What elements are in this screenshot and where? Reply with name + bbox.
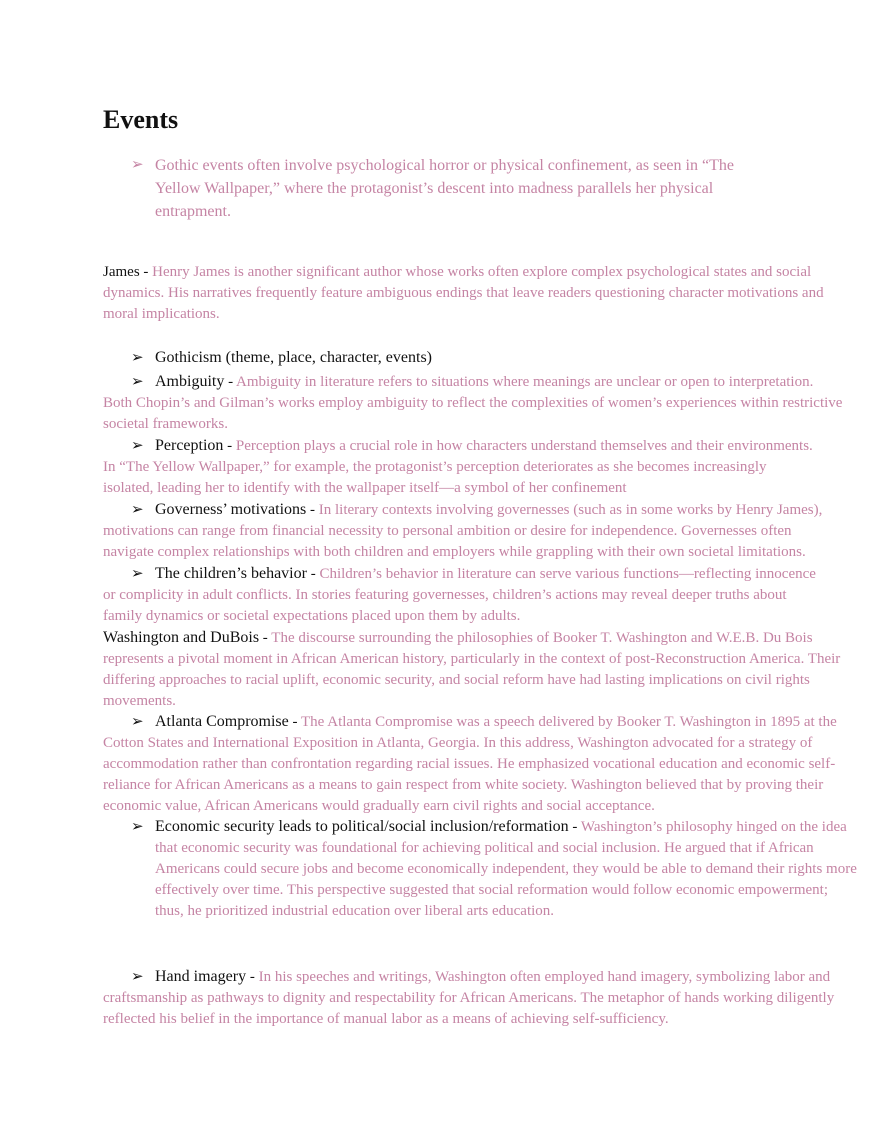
governess-label: Governess’ motivations bbox=[155, 501, 307, 518]
james-separator: - bbox=[139, 264, 153, 280]
economic-text: Washington’s philosophy hinged on the idea that economic security was foundational for achieving political and social inclusion. He argued that if African Americans could secure jobs and become economically independent, they would be able to demand their rights more effectively over time. This perspective suggested that social reformation would follow economic empowerment; thus, he prioritized industrial education over liberal arts education. bbox=[155, 819, 857, 919]
governess-separator: - bbox=[306, 502, 319, 518]
washington-separator: - bbox=[259, 630, 272, 646]
bullet-arrow-icon: ➢ bbox=[131, 372, 144, 390]
atlanta-label: Atlanta Compromise bbox=[155, 713, 289, 730]
economic-label: Economic security leads to political/social inclusion/reformation bbox=[155, 818, 569, 835]
ambiguity-separator: - bbox=[224, 374, 237, 390]
atlanta-text: The Atlanta Compromise was a speech delivered by Booker T. Washington in 1895 at the Cotton States and International Exposition in Atlanta, Georgia. In this address, Washington advocated for a strategy of accommodation rather than confrontation regarding racial issues. He emphasized vocational education and economic self-reliance for African Americans as a means to gain respect from white society. Washington believed that by proving their economic value, African Americans would gradually earn civil rights and social acceptance. bbox=[103, 714, 837, 814]
perception-separator: - bbox=[223, 438, 236, 454]
hand-paragraph bbox=[103, 966, 838, 1030]
ambiguity-paragraph bbox=[103, 371, 843, 435]
james-paragraph bbox=[103, 262, 838, 325]
james-label: James bbox=[103, 264, 140, 280]
perception-label: Perception bbox=[155, 437, 224, 454]
section-heading: Events bbox=[103, 105, 179, 134]
bullet-arrow-icon: ➢ bbox=[131, 348, 144, 366]
children-text: Children’s behavior in literature can serve various functions—reflecting innocence or complicity in adult conflicts. In stories featuring governesses, children’s actions may reveal deeper truths about family dynamics or societal expectations placed upon them by adults. bbox=[103, 566, 816, 624]
events-bullet-text: Gothic events often involve psychological horror or physical confinement, as seen in “The Yellow Wallpaper,” where the protagonist’s descent into madness parallels her physical entrapment. bbox=[155, 157, 734, 220]
children-label: The children’s behavior bbox=[155, 565, 307, 582]
children-separator: - bbox=[306, 566, 320, 582]
bullet-arrow-icon: ➢ bbox=[131, 155, 144, 173]
ambiguity-label: Ambiguity bbox=[155, 373, 225, 390]
washington-text: The discourse surrounding the philosophies of Booker T. Washington and W.E.B. Du Bois represents a pivotal moment in African American history, particularly in the context of post-Reconstruction America. Their differing approaches to racial uplift, economic security, and social reform have had lasting implications on civil rights movements. bbox=[103, 630, 841, 709]
hand-separator: - bbox=[246, 969, 259, 985]
perception-paragraph bbox=[103, 435, 815, 499]
washington-paragraph bbox=[103, 627, 843, 712]
washington-label: Washington and DuBois bbox=[103, 629, 260, 646]
bullet-arrow-icon: ➢ bbox=[131, 712, 144, 730]
bullet-arrow-icon: ➢ bbox=[131, 564, 144, 582]
governess-paragraph bbox=[103, 499, 843, 563]
james-text: Henry James is another significant author whose works often explore complex psychological states and social dynamics. His narratives frequently feature ambiguous endings that leave readers questioning character motivations and moral implications. bbox=[103, 264, 824, 322]
perception-text: Perception plays a crucial role in how characters understand themselves and their environments. In “The Yellow Wallpaper,” for example, the protagonist’s perception deteriorates as she becomes increasingly isolated, leading her to identify with the wallpaper itself—a symbol of her confinement bbox=[103, 438, 813, 496]
economic-paragraph bbox=[155, 816, 859, 922]
hand-text: In his speeches and writings, Washington often employed hand imagery, symbolizing labor and craftsmanship as pathways to dignity and respectability for African Americans. The metaphor of hands working diligently reflected his belief in the importance of manual labor as a means of achieving self-sufficiency. bbox=[103, 969, 835, 1027]
economic-separator: - bbox=[568, 819, 581, 835]
ambiguity-text: Ambiguity in literature refers to situations where meanings are unclear or open to interpretation. Both Chopin’s and Gilman’s works employ ambiguity to reflect the complexities of women’s experiences within restrictive societal frameworks. bbox=[103, 374, 843, 432]
governess-text: In literary contexts involving governesses (such as in some works by Henry James), motivations can range from financial necessity to personal ambition or desire for independence. Governesses often navigate complex relationships with both children and employers while grappling with their own societal limitations. bbox=[103, 502, 823, 560]
hand-label: Hand imagery bbox=[155, 968, 247, 985]
gothicism-bullet: Gothicism (theme, place, character, events) bbox=[155, 349, 433, 366]
bullet-arrow-icon: ➢ bbox=[131, 967, 144, 985]
children-paragraph bbox=[103, 563, 821, 627]
atlanta-separator: - bbox=[288, 714, 301, 730]
atlanta-paragraph bbox=[103, 711, 845, 817]
bullet-arrow-icon: ➢ bbox=[131, 817, 144, 835]
bullet-arrow-icon: ➢ bbox=[131, 500, 144, 518]
bullet-arrow-icon: ➢ bbox=[131, 436, 144, 454]
